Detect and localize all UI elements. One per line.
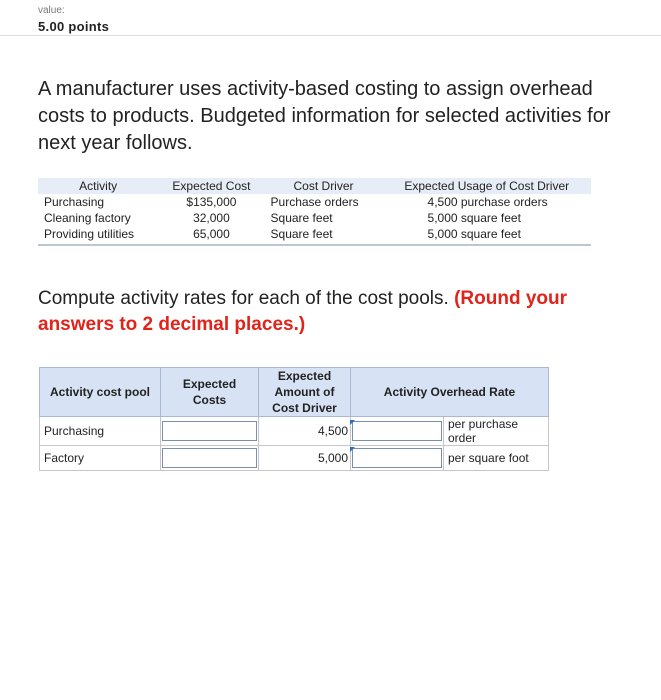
col-header-expected-cost: Expected Cost [158, 178, 264, 194]
answer-table-header-row [40, 368, 549, 417]
expected-amount-cell [259, 417, 351, 446]
overhead-rate-cell [351, 417, 444, 446]
points-value: 5.00 points [38, 19, 110, 34]
cost-driver-cell: Purchase orders [270, 194, 359, 209]
question-text: Compute activity rates for each of the cost pools. [38, 288, 455, 309]
expected-usage-cell: 4,500 purchase orders [427, 194, 548, 209]
expected-cost-cell: 32,000 [193, 210, 230, 225]
rate-unit-label: per purchase order [444, 417, 549, 446]
header-divider [0, 35, 661, 36]
expected-usage-cell: 5,000 square feet [383, 226, 591, 245]
col-header-expected-costs: Expected Costs [161, 368, 259, 417]
value-label: value: [38, 5, 65, 16]
problem-intro: A manufacturer uses activity-based costing to assign overhead costs to products. Budgeted information for selected activities for next year follows. [38, 78, 611, 154]
col-header-activity-overhead-rate: Activity Overhead Rate [351, 368, 549, 417]
col-header-cost-driver: Cost Driver [265, 178, 383, 194]
col-header-expected-amount: Expected Amount of Cost Driver [259, 368, 351, 417]
factory-expected-costs-input[interactable] [162, 448, 257, 468]
purchasing-overhead-rate-input[interactable] [352, 421, 442, 441]
rounding-hint: (Round your answers to 2 decimal places.) [38, 288, 568, 335]
question-prompt [38, 286, 638, 338]
expected-costs-cell [161, 417, 259, 446]
activity-cost-pool-cell: Purchasing [40, 417, 161, 446]
table-row [38, 210, 591, 226]
col-header-activity: Activity [38, 178, 158, 194]
table-row [40, 417, 549, 446]
rate-unit-label: per square foot [444, 446, 549, 471]
activity-cost-pool-cell: Factory [40, 446, 161, 471]
given-table-header-row [38, 178, 591, 194]
activity-cell: Purchasing [44, 194, 105, 209]
table-row [38, 226, 591, 245]
cost-driver-cell: Square feet [270, 210, 333, 225]
expected-cost-cell: 65,000 [158, 226, 264, 245]
activity-cell: Cleaning factory [44, 210, 131, 225]
col-header-activity-cost-pool: Activity cost pool [40, 368, 161, 417]
answer-table [39, 367, 549, 471]
purchasing-expected-costs-input[interactable] [162, 421, 257, 441]
activity-cell: Providing utilities [38, 226, 158, 245]
cost-driver-cell: Square feet [265, 226, 383, 245]
factory-overhead-rate-input[interactable] [352, 448, 442, 468]
expected-amount-value: 5,000 [263, 451, 348, 465]
points-header [38, 5, 109, 34]
expected-usage-cell: 5,000 square feet [427, 210, 521, 225]
expected-amount-cell [259, 446, 351, 471]
expected-cost-cell: $135,000 [186, 194, 237, 209]
table-row [40, 446, 549, 471]
given-activity-table [38, 178, 591, 246]
table-row [38, 194, 591, 210]
expected-costs-cell [161, 446, 259, 471]
col-header-expected-usage: Expected Usage of Cost Driver [383, 178, 591, 194]
expected-amount-value: 4,500 [263, 424, 348, 438]
overhead-rate-cell [351, 446, 444, 471]
